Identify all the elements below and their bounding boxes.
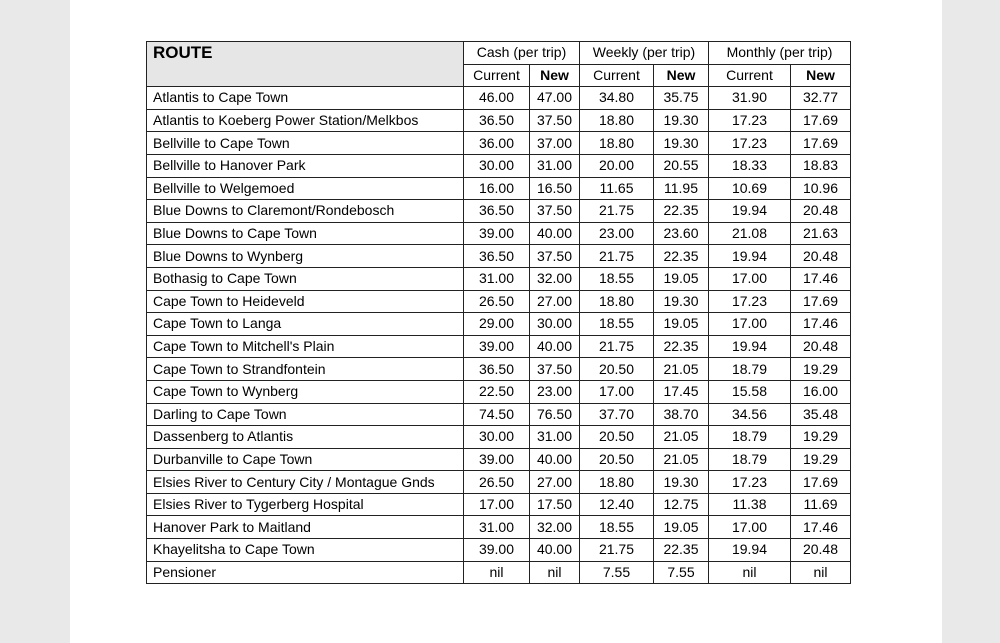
monthly-current-cell: 17.23 xyxy=(709,132,791,155)
table-row xyxy=(147,109,851,132)
cash-current-cell: 17.00 xyxy=(464,493,530,516)
monthly-new-cell: 17.69 xyxy=(791,132,851,155)
weekly-new-cell: 21.05 xyxy=(654,448,709,471)
table-row xyxy=(147,200,851,223)
route-name-cell: Bellville to Hanover Park xyxy=(147,154,464,177)
weekly-current-cell: 34.80 xyxy=(580,87,654,110)
weekly-new-cell: 23.60 xyxy=(654,222,709,245)
route-name-cell: Pensioner xyxy=(147,561,464,584)
table-row xyxy=(147,267,851,290)
weekly-new-cell: 35.75 xyxy=(654,87,709,110)
monthly-new-cell: nil xyxy=(791,561,851,584)
weekly-current-cell: 20.50 xyxy=(580,448,654,471)
weekly-new-cell: 38.70 xyxy=(654,403,709,426)
route-name-cell: Bothasig to Cape Town xyxy=(147,267,464,290)
cash-new-cell: 37.50 xyxy=(530,200,580,223)
table-row xyxy=(147,471,851,494)
monthly-group-header: Monthly (per trip) xyxy=(709,42,851,65)
weekly-new-cell: 21.05 xyxy=(654,426,709,449)
weekly-new-cell: 19.05 xyxy=(654,313,709,336)
route-name-cell: Blue Downs to Claremont/Rondebosch xyxy=(147,200,464,223)
cash-new-cell: 40.00 xyxy=(530,448,580,471)
cash-current-cell: 29.00 xyxy=(464,313,530,336)
route-name-cell: Atlantis to Cape Town xyxy=(147,87,464,110)
cash-current-cell: 26.50 xyxy=(464,290,530,313)
route-name-cell: Khayelitsha to Cape Town xyxy=(147,539,464,562)
weekly-current-cell: 18.80 xyxy=(580,109,654,132)
monthly-current-cell: 10.69 xyxy=(709,177,791,200)
weekly-current-cell: 21.75 xyxy=(580,200,654,223)
monthly-current-cell: 17.00 xyxy=(709,313,791,336)
cash-current-cell: 39.00 xyxy=(464,448,530,471)
monthly-current-cell: 18.33 xyxy=(709,154,791,177)
table-row xyxy=(147,245,851,268)
cash-new-cell: 16.50 xyxy=(530,177,580,200)
cash-current-cell: 74.50 xyxy=(464,403,530,426)
cash-current-cell: 39.00 xyxy=(464,222,530,245)
route-name-cell: Hanover Park to Maitland xyxy=(147,516,464,539)
monthly-current-cell: 18.79 xyxy=(709,448,791,471)
cash-new-cell: nil xyxy=(530,561,580,584)
weekly-current-cell: 21.75 xyxy=(580,335,654,358)
cash-new-header: New xyxy=(530,64,580,87)
monthly-new-cell: 32.77 xyxy=(791,87,851,110)
table-row xyxy=(147,516,851,539)
cash-current-cell: 16.00 xyxy=(464,177,530,200)
route-name-cell: Elsies River to Tygerberg Hospital xyxy=(147,493,464,516)
table-row xyxy=(147,561,851,584)
weekly-new-cell: 7.55 xyxy=(654,561,709,584)
weekly-current-cell: 21.75 xyxy=(580,539,654,562)
monthly-new-cell: 19.29 xyxy=(791,358,851,381)
route-name-cell: Blue Downs to Wynberg xyxy=(147,245,464,268)
table-row xyxy=(147,448,851,471)
monthly-current-cell: 31.90 xyxy=(709,87,791,110)
route-name-cell: Cape Town to Heideveld xyxy=(147,290,464,313)
route-name-cell: Dassenberg to Atlantis xyxy=(147,426,464,449)
weekly-current-cell: 17.00 xyxy=(580,380,654,403)
monthly-new-cell: 17.46 xyxy=(791,267,851,290)
monthly-new-cell: 17.46 xyxy=(791,313,851,336)
weekly-new-header: New xyxy=(654,64,709,87)
weekly-current-cell: 12.40 xyxy=(580,493,654,516)
cash-new-cell: 37.50 xyxy=(530,358,580,381)
table-row xyxy=(147,132,851,155)
weekly-current-cell: 20.50 xyxy=(580,358,654,381)
route-name-cell: Atlantis to Koeberg Power Station/Melkbos xyxy=(147,109,464,132)
monthly-new-cell: 17.69 xyxy=(791,109,851,132)
table-row xyxy=(147,87,851,110)
cash-new-cell: 31.00 xyxy=(530,426,580,449)
monthly-new-cell: 19.29 xyxy=(791,426,851,449)
monthly-new-cell: 21.63 xyxy=(791,222,851,245)
cash-new-cell: 37.00 xyxy=(530,132,580,155)
cash-current-cell: 36.50 xyxy=(464,245,530,268)
cash-new-cell: 32.00 xyxy=(530,516,580,539)
weekly-new-cell: 22.35 xyxy=(654,200,709,223)
cash-new-cell: 32.00 xyxy=(530,267,580,290)
cash-new-cell: 27.00 xyxy=(530,471,580,494)
weekly-new-cell: 21.05 xyxy=(654,358,709,381)
monthly-new-cell: 18.83 xyxy=(791,154,851,177)
weekly-new-cell: 20.55 xyxy=(654,154,709,177)
monthly-new-cell: 20.48 xyxy=(791,335,851,358)
table-row xyxy=(147,426,851,449)
monthly-new-cell: 17.69 xyxy=(791,290,851,313)
cash-new-cell: 30.00 xyxy=(530,313,580,336)
weekly-group-header: Weekly (per trip) xyxy=(580,42,709,65)
route-name-cell: Bellville to Cape Town xyxy=(147,132,464,155)
weekly-current-cell: 20.50 xyxy=(580,426,654,449)
cash-new-cell: 40.00 xyxy=(530,335,580,358)
weekly-current-cell: 18.80 xyxy=(580,132,654,155)
monthly-current-cell: 17.00 xyxy=(709,267,791,290)
weekly-new-cell: 12.75 xyxy=(654,493,709,516)
cash-new-cell: 40.00 xyxy=(530,539,580,562)
cash-new-cell: 37.50 xyxy=(530,109,580,132)
weekly-new-cell: 22.35 xyxy=(654,335,709,358)
weekly-current-header: Current xyxy=(580,64,654,87)
cash-current-cell: 36.50 xyxy=(464,200,530,223)
monthly-current-cell: 19.94 xyxy=(709,539,791,562)
cash-current-cell: 22.50 xyxy=(464,380,530,403)
monthly-current-cell: 17.00 xyxy=(709,516,791,539)
route-name-cell: Cape Town to Mitchell's Plain xyxy=(147,335,464,358)
weekly-new-cell: 19.30 xyxy=(654,132,709,155)
weekly-current-cell: 11.65 xyxy=(580,177,654,200)
weekly-new-cell: 22.35 xyxy=(654,245,709,268)
monthly-current-cell: nil xyxy=(709,561,791,584)
cash-new-cell: 17.50 xyxy=(530,493,580,516)
cash-new-cell: 31.00 xyxy=(530,154,580,177)
weekly-new-cell: 19.30 xyxy=(654,471,709,494)
cash-current-cell: 36.00 xyxy=(464,132,530,155)
monthly-new-cell: 10.96 xyxy=(791,177,851,200)
route-header: ROUTE xyxy=(147,42,464,87)
cash-current-cell: 26.50 xyxy=(464,471,530,494)
monthly-current-cell: 15.58 xyxy=(709,380,791,403)
monthly-new-cell: 20.48 xyxy=(791,539,851,562)
header-row-groups xyxy=(147,42,851,65)
monthly-current-cell: 17.23 xyxy=(709,109,791,132)
monthly-current-cell: 19.94 xyxy=(709,200,791,223)
weekly-current-cell: 20.00 xyxy=(580,154,654,177)
weekly-current-cell: 18.80 xyxy=(580,290,654,313)
table-row xyxy=(147,358,851,381)
monthly-current-cell: 19.94 xyxy=(709,335,791,358)
weekly-current-cell: 18.55 xyxy=(580,516,654,539)
monthly-new-cell: 17.46 xyxy=(791,516,851,539)
monthly-current-cell: 21.08 xyxy=(709,222,791,245)
table-row xyxy=(147,380,851,403)
monthly-current-cell: 11.38 xyxy=(709,493,791,516)
monthly-current-cell: 34.56 xyxy=(709,403,791,426)
weekly-current-cell: 7.55 xyxy=(580,561,654,584)
cash-current-cell: 30.00 xyxy=(464,154,530,177)
route-name-cell: Elsies River to Century City / Montague Gnds xyxy=(147,471,464,494)
cash-new-cell: 37.50 xyxy=(530,245,580,268)
weekly-new-cell: 11.95 xyxy=(654,177,709,200)
weekly-new-cell: 19.30 xyxy=(654,109,709,132)
monthly-new-cell: 20.48 xyxy=(791,245,851,268)
weekly-current-cell: 23.00 xyxy=(580,222,654,245)
weekly-current-cell: 21.75 xyxy=(580,245,654,268)
monthly-new-cell: 20.48 xyxy=(791,200,851,223)
cash-new-cell: 47.00 xyxy=(530,87,580,110)
monthly-new-cell: 35.48 xyxy=(791,403,851,426)
weekly-current-cell: 18.55 xyxy=(580,313,654,336)
table-row xyxy=(147,313,851,336)
cash-new-cell: 27.00 xyxy=(530,290,580,313)
table-row xyxy=(147,177,851,200)
cash-current-cell: nil xyxy=(464,561,530,584)
monthly-current-cell: 17.23 xyxy=(709,471,791,494)
cash-current-cell: 39.00 xyxy=(464,335,530,358)
table-row xyxy=(147,154,851,177)
monthly-new-cell: 11.69 xyxy=(791,493,851,516)
cash-current-cell: 46.00 xyxy=(464,87,530,110)
weekly-current-cell: 37.70 xyxy=(580,403,654,426)
table-row xyxy=(147,290,851,313)
fare-table-body xyxy=(147,87,851,584)
monthly-new-cell: 16.00 xyxy=(791,380,851,403)
cash-new-cell: 23.00 xyxy=(530,380,580,403)
route-name-cell: Blue Downs to Cape Town xyxy=(147,222,464,245)
monthly-new-cell: 19.29 xyxy=(791,448,851,471)
fare-table xyxy=(146,41,851,584)
route-name-cell: Cape Town to Wynberg xyxy=(147,380,464,403)
route-name-cell: Bellville to Welgemoed xyxy=(147,177,464,200)
table-row xyxy=(147,222,851,245)
weekly-new-cell: 19.05 xyxy=(654,516,709,539)
weekly-current-cell: 18.55 xyxy=(580,267,654,290)
table-row xyxy=(147,539,851,562)
weekly-new-cell: 17.45 xyxy=(654,380,709,403)
cash-current-cell: 36.50 xyxy=(464,109,530,132)
route-name-cell: Cape Town to Strandfontein xyxy=(147,358,464,381)
cash-new-cell: 76.50 xyxy=(530,403,580,426)
weekly-new-cell: 22.35 xyxy=(654,539,709,562)
weekly-current-cell: 18.80 xyxy=(580,471,654,494)
route-name-cell: Darling to Cape Town xyxy=(147,403,464,426)
cash-current-cell: 31.00 xyxy=(464,267,530,290)
cash-current-header: Current xyxy=(464,64,530,87)
document-page xyxy=(70,0,942,643)
cash-current-cell: 31.00 xyxy=(464,516,530,539)
cash-current-cell: 30.00 xyxy=(464,426,530,449)
cash-current-cell: 36.50 xyxy=(464,358,530,381)
monthly-current-cell: 18.79 xyxy=(709,358,791,381)
route-name-cell: Durbanville to Cape Town xyxy=(147,448,464,471)
monthly-current-header: Current xyxy=(709,64,791,87)
cash-group-header: Cash (per trip) xyxy=(464,42,580,65)
cash-current-cell: 39.00 xyxy=(464,539,530,562)
route-name-cell: Cape Town to Langa xyxy=(147,313,464,336)
table-row xyxy=(147,493,851,516)
weekly-new-cell: 19.05 xyxy=(654,267,709,290)
table-row xyxy=(147,335,851,358)
monthly-current-cell: 19.94 xyxy=(709,245,791,268)
monthly-new-header: New xyxy=(791,64,851,87)
cash-new-cell: 40.00 xyxy=(530,222,580,245)
monthly-new-cell: 17.69 xyxy=(791,471,851,494)
monthly-current-cell: 17.23 xyxy=(709,290,791,313)
table-row xyxy=(147,403,851,426)
monthly-current-cell: 18.79 xyxy=(709,426,791,449)
weekly-new-cell: 19.30 xyxy=(654,290,709,313)
